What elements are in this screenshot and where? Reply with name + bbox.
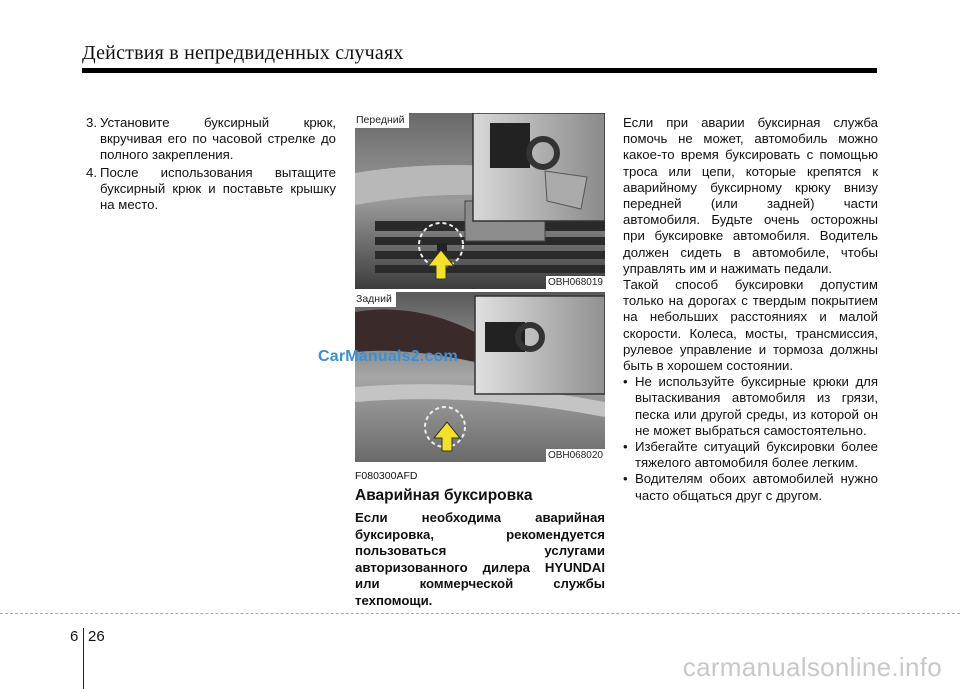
figure-label: Задний [355,292,396,307]
paragraph: Если при аварии буксирная служба помочь не может, автомобиль можно какое-то время буксировать с помощью троса или цепи, которые крепятся к аварийному буксирному крюку внизу передней (или задней) части автомобиля. Будьте очень осторожны при буксировке автомобиля. Водитель должен сидеть в автомобиле, чтобы управлять им и нажимать педали. [623,115,878,276]
front-tow-hook-figure [355,113,605,289]
step-text: Установите буксирный крюк, вкручивая его по часовой стрелке до полного закрепления. [100,115,336,163]
header-rule [82,68,877,73]
right-column [623,115,878,504]
figure-code: OBH068020 [547,450,603,461]
middle-column [355,465,605,609]
paragraph: Такой способ буксировки допустим только на дорогах с твердым покрытием на небольших расстояниях и малой скорости. Колеса, мосты, трансмиссия, рулевое управление и тормоза должны быть в хорошем состоянии. [623,277,878,374]
chapter-title: Действия в непредвиденных случаях [82,42,404,64]
list-item [623,374,878,439]
figure-code: OBH068019 [547,277,603,288]
list-item-text: Избегайте ситуаций буксировки более тяжелого автомобиля более легким. [635,439,878,471]
bullet-icon: • [623,374,628,390]
list-item [623,471,878,503]
step-number: 3. [86,115,97,130]
emergency-towing-paragraph: Если необходима аварийная буксировка, рекомендуется пользоваться услугами авторизованного дилера HYUNDAI или коммерческой службы техпомощи. [355,510,605,608]
step-text: После использования вытащите буксирный крюк и поставьте крышку на место. [100,164,336,213]
rear-bumper-illustration [355,292,605,462]
figure-label: Передний [355,113,409,128]
reference-code: F080300AFD [355,470,418,482]
page-divider [83,628,84,689]
watermark-logo: CarManuals2.com [318,348,458,365]
page-number: 26 [88,628,105,645]
front-bumper-illustration [355,113,605,289]
rear-tow-hook-figure [355,292,605,462]
step-4 [86,165,336,214]
left-column [86,115,336,214]
site-watermark: carmanualsonline.info [682,652,942,682]
list-item [623,439,878,471]
bullet-icon: • [623,471,628,487]
step-number: 4. [86,164,97,180]
chapter-number: 6 [70,628,79,645]
section-title: Аварийная буксировка [355,487,533,505]
list-item-text: Не используйте буксирные крюки для вытаскивания автомобиля из грязи, песка или другой среды, из которой он не может выбраться самостоятельно. [635,374,878,438]
list-item-text: Водителям обоих автомобилей нужно часто общаться друг с другом. [635,471,878,503]
footer-divider [0,613,960,615]
step-3 [86,115,336,164]
bullet-icon: • [623,439,628,455]
